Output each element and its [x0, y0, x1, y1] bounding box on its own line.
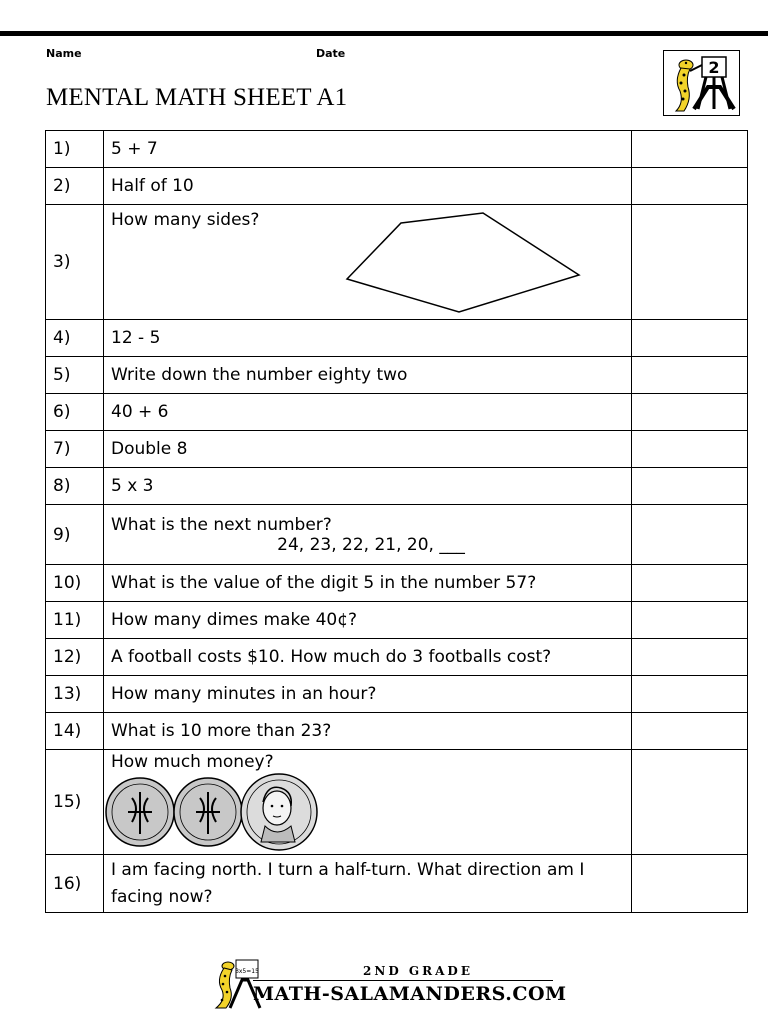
- question-row: [46, 320, 748, 357]
- pentagon-shape: [342, 209, 602, 319]
- question-text: Write down the number eighty two: [104, 357, 632, 394]
- answer-box[interactable]: [632, 394, 748, 431]
- grade-logo: [663, 50, 740, 116]
- date-label: Date: [316, 47, 346, 60]
- answer-box[interactable]: [632, 565, 748, 602]
- question-row: [46, 131, 748, 168]
- question-number: 10): [46, 565, 104, 602]
- footer-grade-text: 2ND GRADE: [363, 964, 473, 978]
- question-row: [46, 205, 748, 320]
- page-title: MENTAL MATH SHEET A1: [46, 84, 348, 111]
- dime-coin-icon: [174, 778, 242, 846]
- footer-site-text: MATH-SALAMANDERS.COM: [253, 983, 567, 1005]
- question-text: How many sides?: [111, 210, 260, 230]
- question-row: [46, 565, 748, 602]
- question-text: What is the value of the digit 5 in the number 57?: [104, 565, 632, 602]
- question-number: 16): [46, 855, 104, 913]
- question-number: 15): [46, 750, 104, 855]
- question-row: [46, 394, 748, 431]
- question-text: A football costs $10. How much do 3 footballs cost?: [104, 639, 632, 676]
- question-row: [46, 431, 748, 468]
- name-label: Name: [46, 47, 82, 60]
- answer-box[interactable]: [632, 320, 748, 357]
- question-text: How much money?: [111, 752, 274, 772]
- question-number: 9): [46, 505, 104, 565]
- nickel-coin-icon: [241, 774, 317, 850]
- question-number: 8): [46, 468, 104, 505]
- question-number: 3): [46, 205, 104, 320]
- top-rule: [0, 31, 768, 36]
- question-number: 4): [46, 320, 104, 357]
- question-row: [46, 505, 748, 565]
- question-text: How many minutes in an hour?: [104, 676, 632, 713]
- question-number: 11): [46, 602, 104, 639]
- grade-number: 2: [708, 58, 720, 77]
- answer-box[interactable]: [632, 639, 748, 676]
- question-text: How many dimes make 40¢?: [104, 602, 632, 639]
- question-number: 13): [46, 676, 104, 713]
- answer-box[interactable]: [632, 750, 748, 855]
- question-row: [46, 750, 748, 855]
- dime-coin-icon: [106, 778, 174, 846]
- question-row: [46, 602, 748, 639]
- question-text: I am facing north. I turn a half-turn. What direction am I facing now?: [104, 855, 632, 913]
- question-text: 12 - 5: [104, 320, 632, 357]
- number-sequence: 24, 23, 22, 21, 20, ___: [277, 534, 465, 555]
- question-number: 7): [46, 431, 104, 468]
- question-number: 2): [46, 168, 104, 205]
- question-row: [46, 713, 748, 750]
- question-row: [46, 357, 748, 394]
- answer-box[interactable]: [632, 357, 748, 394]
- answer-box[interactable]: [632, 505, 748, 565]
- answer-box[interactable]: [632, 205, 748, 320]
- question-row: [46, 168, 748, 205]
- answer-box[interactable]: [632, 713, 748, 750]
- answer-box[interactable]: [632, 431, 748, 468]
- question-text: 5 + 7: [104, 131, 632, 168]
- question-text: 5 x 3: [104, 468, 632, 505]
- question-row: [46, 639, 748, 676]
- question-text: What is the next number?: [111, 514, 332, 535]
- answer-box[interactable]: [632, 855, 748, 913]
- badge-text: 3x5=15: [235, 968, 259, 975]
- answer-box[interactable]: [632, 602, 748, 639]
- question-row: [46, 855, 748, 913]
- answer-box[interactable]: [632, 676, 748, 713]
- question-number: 14): [46, 713, 104, 750]
- questions-table: [45, 130, 748, 913]
- question-row: [46, 468, 748, 505]
- question-number: 12): [46, 639, 104, 676]
- salamander-icon: [216, 962, 234, 1008]
- answer-box[interactable]: [632, 468, 748, 505]
- answer-box[interactable]: [632, 131, 748, 168]
- question-number: 5): [46, 357, 104, 394]
- coins-group: [105, 772, 320, 852]
- question-row: [46, 676, 748, 713]
- footer-underline: [253, 980, 553, 981]
- question-text: Double 8: [104, 431, 632, 468]
- question-text: What is 10 more than 23?: [104, 713, 632, 750]
- question-text: Half of 10: [104, 168, 632, 205]
- question-number: 1): [46, 131, 104, 168]
- question-number: 6): [46, 394, 104, 431]
- answer-box[interactable]: [632, 168, 748, 205]
- question-text: 40 + 6: [104, 394, 632, 431]
